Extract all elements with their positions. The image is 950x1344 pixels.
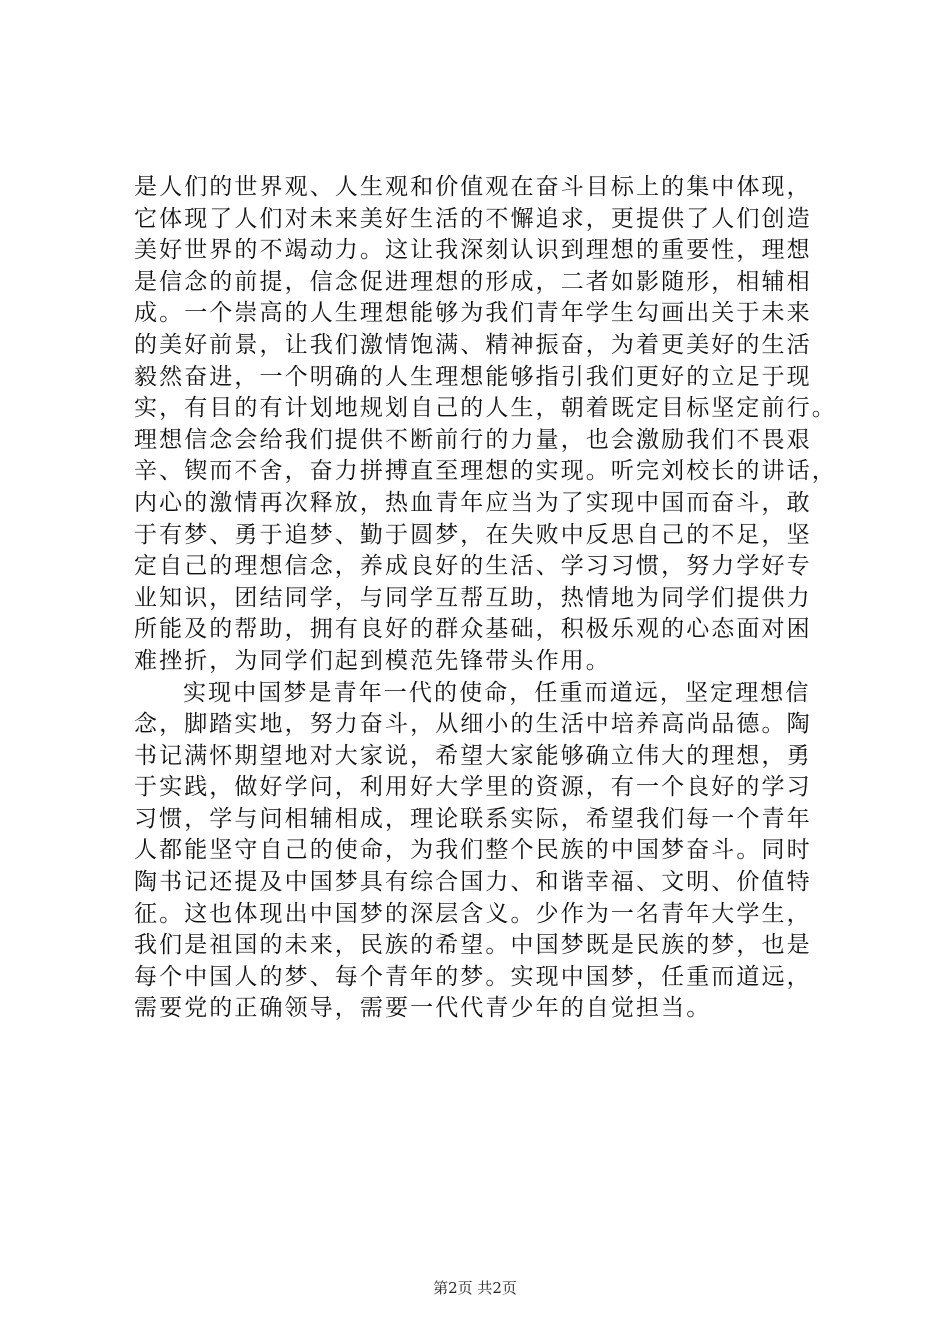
text-line: 毅然奋进，一个明确的人生理想能够指引我们更好的立足于现 bbox=[134, 363, 812, 390]
text-line: 美好世界的不竭动力。这让我深刻认识到理想的重要性，理想 bbox=[134, 237, 812, 264]
text-line: 我们是祖国的未来，民族的希望。中国梦既是民族的梦，也是 bbox=[134, 932, 812, 959]
text-line: 念，脚踏实地，努力奋斗，从细小的生活中培养高尚品德。陶 bbox=[134, 711, 812, 738]
page-footer bbox=[0, 1278, 950, 1298]
paragraph-start-line: 实现中国梦是青年一代的使命，任重而道远，坚定理想信 bbox=[183, 679, 811, 706]
text-line: 辛、锲而不舍，奋力拼搏直至理想的实现。听完刘校长的讲话， bbox=[134, 458, 837, 485]
text-line: 是信念的前提，信念促进理想的形成，二者如影随形，相辅相 bbox=[134, 268, 812, 295]
text-line: 成。一个崇高的人生理想能够为我们青年学生勾画出关于未来 bbox=[134, 300, 812, 327]
text-line: 于实践，做好学问，利用好大学里的资源，有一个良好的学习 bbox=[134, 774, 812, 801]
text-line: 所能及的帮助，拥有良好的群众基础，积极乐观的心态面对困 bbox=[134, 616, 812, 643]
text-line: 是人们的世界观、人生观和价值观在奋斗目标上的集中体现， bbox=[134, 174, 812, 200]
text-line: 需要党的正确领导，需要一代代青少年的自觉担当。 bbox=[134, 995, 712, 1022]
text-line: 实，有目的有计划地规划自己的人生，朝着既定目标坚定前行。 bbox=[134, 395, 837, 422]
text-line: 人都能坚守自己的使命，为我们整个民族的中国梦奋斗。同时 bbox=[134, 837, 812, 864]
text-line: 内心的激情再次释放，热血青年应当为了实现中国而奋斗，敢 bbox=[134, 489, 812, 516]
text-line: 理想信念会给我们提供不断前行的力量，也会激励我们不畏艰 bbox=[134, 426, 812, 453]
text-line: 陶书记还提及中国梦具有综合国力、和谐幸福、文明、价值特 bbox=[134, 869, 812, 896]
text-line: 业知识，团结同学，与同学互帮互助，热情地为同学们提供力 bbox=[134, 584, 812, 611]
text-line: 于有梦、勇于追梦、勤于圆梦，在失败中反思自己的不足，坚 bbox=[134, 521, 812, 548]
text-line: 难挫折，为同学们起到模范先锋带头作用。 bbox=[134, 647, 611, 674]
text-line: 征。这也体现出中国梦的深层含义。少作为一名青年大学生， bbox=[134, 900, 812, 927]
text-line: 每个中国人的梦、每个青年的梦。实现中国梦，任重而道远， bbox=[134, 963, 812, 990]
text-line: 的美好前景，让我们激情饱满、精神振奋，为着更美好的生活 bbox=[134, 331, 812, 358]
text-line: 习惯，学与问相辅相成，理论联系实际，希望我们每一个青年 bbox=[134, 805, 812, 832]
body-text bbox=[134, 172, 837, 1025]
text-line: 定自己的理想信念，养成良好的生活、学习习惯，努力学好专 bbox=[134, 553, 812, 580]
text-line: 书记满怀期望地对大家说，希望大家能够确立伟大的理想，勇 bbox=[134, 742, 812, 769]
page-number-label: 第2页 共2页 bbox=[433, 1279, 517, 1297]
text-line: 它体现了人们对未来美好生活的不懈追求，更提供了人们创造 bbox=[134, 205, 812, 232]
